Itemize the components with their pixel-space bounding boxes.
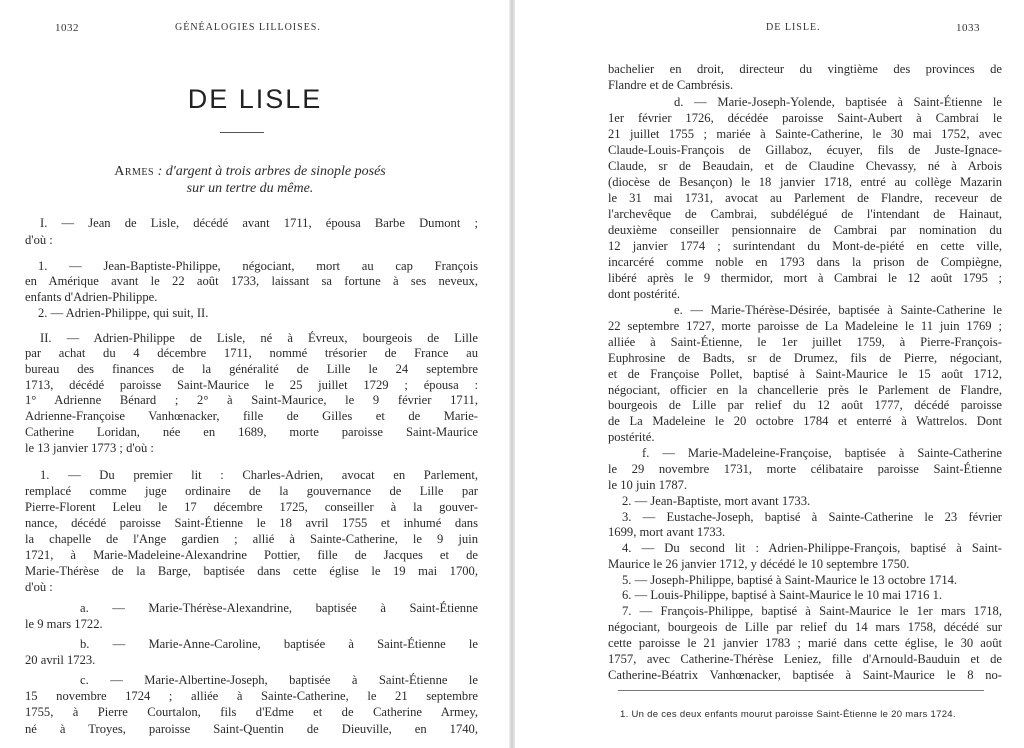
right-text-line: postérité. — [608, 430, 655, 444]
left-text-line: en Amérique avant le 22 août 1733, laissant sa fortune à ses neveux, — [25, 274, 478, 288]
right-text-line: de La Madeleine le 20 octobre 1784 et enterré à Wattrelos. Dont — [608, 414, 1002, 428]
page-title: DE LISLE — [187, 84, 323, 114]
right-page-number: 1033 — [956, 22, 980, 34]
right-page — [514, 0, 1024, 748]
left-text-line: Catherine Loridan, née en 1689, morte paroisse Saint-Maurice — [25, 425, 478, 439]
right-text-line: incarcéré comme noble en 1793 dans la prison de Compiègne, — [608, 255, 1002, 269]
right-text-line: 4. — Du second lit : Adrien-Philippe-François, baptisé à Saint- — [622, 541, 1002, 555]
right-text-line: le 29 novembre 1731, morte célibataire paroisse Saint-Étienne — [608, 462, 1002, 476]
left-page — [0, 0, 510, 748]
left-text-line: 1713, décédé paroisse Saint-Maurice le 25 juillet 1729 ; épousa : — [25, 378, 478, 392]
right-text-line: 22 septembre 1727, morte paroisse de La Madeleine le 11 juin 1769 ; — [608, 319, 1002, 333]
right-text-line: dont postérité. — [608, 287, 681, 301]
left-text-line: 1° Adrienne Bénard ; 2° à Saint-Maurice, le 9 février 1711, — [25, 393, 478, 407]
right-text-line: négociant, officier en la chancellerie près le Parlement de Flandre, — [608, 383, 1002, 397]
right-text-line: 12 janvier 1774 ; surintendant du Mont-de-piété en cette ville, — [608, 239, 1002, 253]
left-text-line: I. — Jean de Lisle, décédé avant 1711, épousa Barbe Dumont ; — [40, 216, 478, 230]
arms-blazon — [80, 163, 420, 197]
right-text-line: 7. — François-Philippe, baptisé à Saint-Maurice le 1er mars 1718, — [622, 604, 1002, 618]
right-text-line: Claude-Louis-François de Gillaboz, écuyer, fils de Juste-Ignace- — [608, 143, 1002, 157]
right-text-line: cette paroisse le 21 janvier 1783 ; marié dans cette église, le 30 août — [608, 636, 1002, 650]
right-text-line: bachelier en droit, directeur du vingtième des provinces de — [608, 62, 1002, 76]
right-text-line: le 31 mai 1731, avocat au Parlement de Flandre, receveur de — [608, 191, 1002, 205]
right-text-line: Flandre et de Cambrésis. — [608, 78, 734, 92]
right-text-line: libéré après le 9 thermidor, mort à Cambrai le 12 août 1795 ; — [608, 271, 1002, 285]
right-text-line: alliée à Saint-Étienne, le 1er juillet 1759, à Pierre-François- — [608, 335, 1002, 349]
arms-line-2: sur un tertre du même. — [186, 181, 314, 196]
footnote: 1. Un de ces deux enfants mourut paroisse Saint-Étienne le 20 mars 1724. — [620, 709, 956, 720]
right-text-line: négociant, bourgeois de Lille par relief du 14 mars 1758, décédé sur — [608, 620, 1002, 634]
right-text-line: 1er février 1726, décédée paroisse Saint-Aubert à Cambrai le — [608, 111, 1002, 125]
left-text-line: 15 novembre 1724 ; alliée à Sainte-Catherine, le 21 septembre — [25, 689, 478, 703]
left-text-line: le 13 janvier 1773 ; d'où : — [25, 441, 154, 455]
right-text-line: 5. — Joseph-Philippe, baptisé à Saint-Maurice le 13 octobre 1714. — [622, 573, 958, 587]
right-text-line: 6. — Louis-Philippe, baptisé à Saint-Maurice le 10 mai 1716 1. — [622, 588, 943, 602]
footnote-rule — [618, 690, 984, 691]
right-text-line: l'archevêque de Cambrai, subdélégué de l'intendant de Hainaut, — [608, 207, 1002, 221]
right-text-line: Claude, sr de Beaudain, et de Claudine Chevassy, né à Arbois — [608, 159, 1002, 173]
left-text-line: 1. — Du premier lit : Charles-Adrien, avocat en Parlement, — [40, 468, 478, 482]
right-text-line: (diocèse de Besançon) le 18 janvier 1718, entré au collège Mazarin — [608, 175, 1002, 189]
left-text-line: par achat du 4 décembre 1711, nommé trésorier de France au — [25, 346, 478, 360]
arms-label: Armes — [114, 164, 155, 179]
left-text-line: enfants d'Adrien-Philippe. — [25, 290, 158, 304]
right-text-line: 21 juillet 1755 ; mariée à Sainte-Catherine, le 30 mai 1752, avec — [608, 127, 1002, 141]
left-text-line: 1755, à Pierre Courtalon, fils d'Edme et de Catherine Armey, — [25, 705, 478, 719]
left-text-line: la chapelle de l'Ange gardien ; allié à Sainte-Catherine, le 9 juin — [25, 532, 478, 546]
left-running-head: GÉNÉALOGIES LILLOISES. — [175, 22, 321, 33]
left-text-line: d'où : — [25, 580, 53, 594]
right-text-line: f. — Marie-Madeleine-Françoise, baptisée à Sainte-Catherine — [642, 446, 1002, 460]
left-text-line: a. — Marie-Thérèse-Alexandrine, baptisée à Saint-Étienne — [80, 601, 478, 615]
left-text-line: 2. — Adrien-Philippe, qui suit, II. — [38, 306, 209, 320]
left-text-line: né à Troyes, paroisse Saint-Quentin de Dieuville, en 1740, — [25, 722, 478, 736]
left-text-line: c. — Marie-Albertine-Joseph, baptisée à Saint-Étienne le — [80, 673, 478, 687]
right-text-line: e. — Marie-Thérèse-Désirée, baptisée à Sainte-Catherine le — [674, 303, 1002, 317]
left-text-line: bureau des finances de la généralité de Lille le 24 septembre — [25, 362, 478, 376]
right-text-line: 2. — Jean-Baptiste, mort avant 1733. — [622, 494, 811, 508]
left-text-line: le 9 mars 1722. — [25, 617, 103, 631]
left-text-line: nance, décédé paroisse Saint-Étienne le 18 avril 1755 et inhumé dans — [25, 516, 478, 530]
left-text-line: 1. — Jean-Baptiste-Philippe, négociant, mort au cap François — [38, 259, 478, 273]
right-text-line: le 10 juin 1787. — [608, 478, 688, 492]
right-text-line: 3. — Eustache-Joseph, baptisé à Sainte-Catherine le 23 février — [622, 510, 1002, 524]
arms-line-1: : d'argent à trois arbres de sinople posés — [154, 164, 386, 179]
left-text-line: II. — Adrien-Philippe de Lisle, né à Évreux, bourgeois de Lille — [40, 331, 478, 345]
left-text-line: Adrienne-Françoise Vanhœnacker, fille de Gilles et de Marie- — [25, 409, 478, 423]
right-text-line: 1699, mort avant 1733. — [608, 525, 726, 539]
left-text-line: 20 avril 1723. — [25, 653, 96, 667]
left-page-number: 1032 — [55, 22, 79, 34]
right-text-line: et de Françoise Pollet, baptisé à Saint-Maurice le 15 août 1712, — [608, 367, 1002, 381]
right-text-line: 1757, avec Catherine-Thérèse Leniez, fille d'Arnould-Bauduin et de — [608, 652, 1002, 666]
right-text-line: bourgeois de Lille par relief du 12 août 1777, décédé paroisse — [608, 398, 1002, 412]
right-text-line: deuxième conseiller pensionnaire de Cambrai par nomination du — [608, 223, 1002, 237]
left-text-line: remplacé comme juge ordinaire de la gouvernance de Lille par — [25, 484, 478, 498]
right-running-head: DE LISLE. — [766, 22, 821, 33]
right-text-line: d. — Marie-Joseph-Yolende, baptisée à Saint-Étienne le — [674, 95, 1002, 109]
left-text-line: Pierre-Florent Leleu le 17 décembre 1725, conseiller à la gouver- — [25, 500, 478, 514]
right-text-line: Euphrosine de Badts, sr de Drumez, fils de Pierre, négociant, — [608, 351, 1002, 365]
right-text-line: Catherine-Béatrix Vanhœnacker, baptisée à Saint-Maurice le 8 no- — [608, 668, 1002, 682]
left-text-line: 1721, à Marie-Madeleine-Alexandrine Pottier, fille de Jacques et de — [25, 548, 478, 562]
left-text-line: b. — Marie-Anne-Caroline, baptisée à Saint-Étienne le — [80, 637, 478, 651]
title-rule — [220, 132, 264, 133]
left-text-line: Marie-Thérèse de la Barge, baptisée dans cette église le 19 mai 1700, — [25, 564, 478, 578]
right-text-line: Maurice le 26 janvier 1712, y décédé le 10 septembre 1750. — [608, 557, 910, 571]
left-text-line: d'où : — [25, 233, 53, 247]
